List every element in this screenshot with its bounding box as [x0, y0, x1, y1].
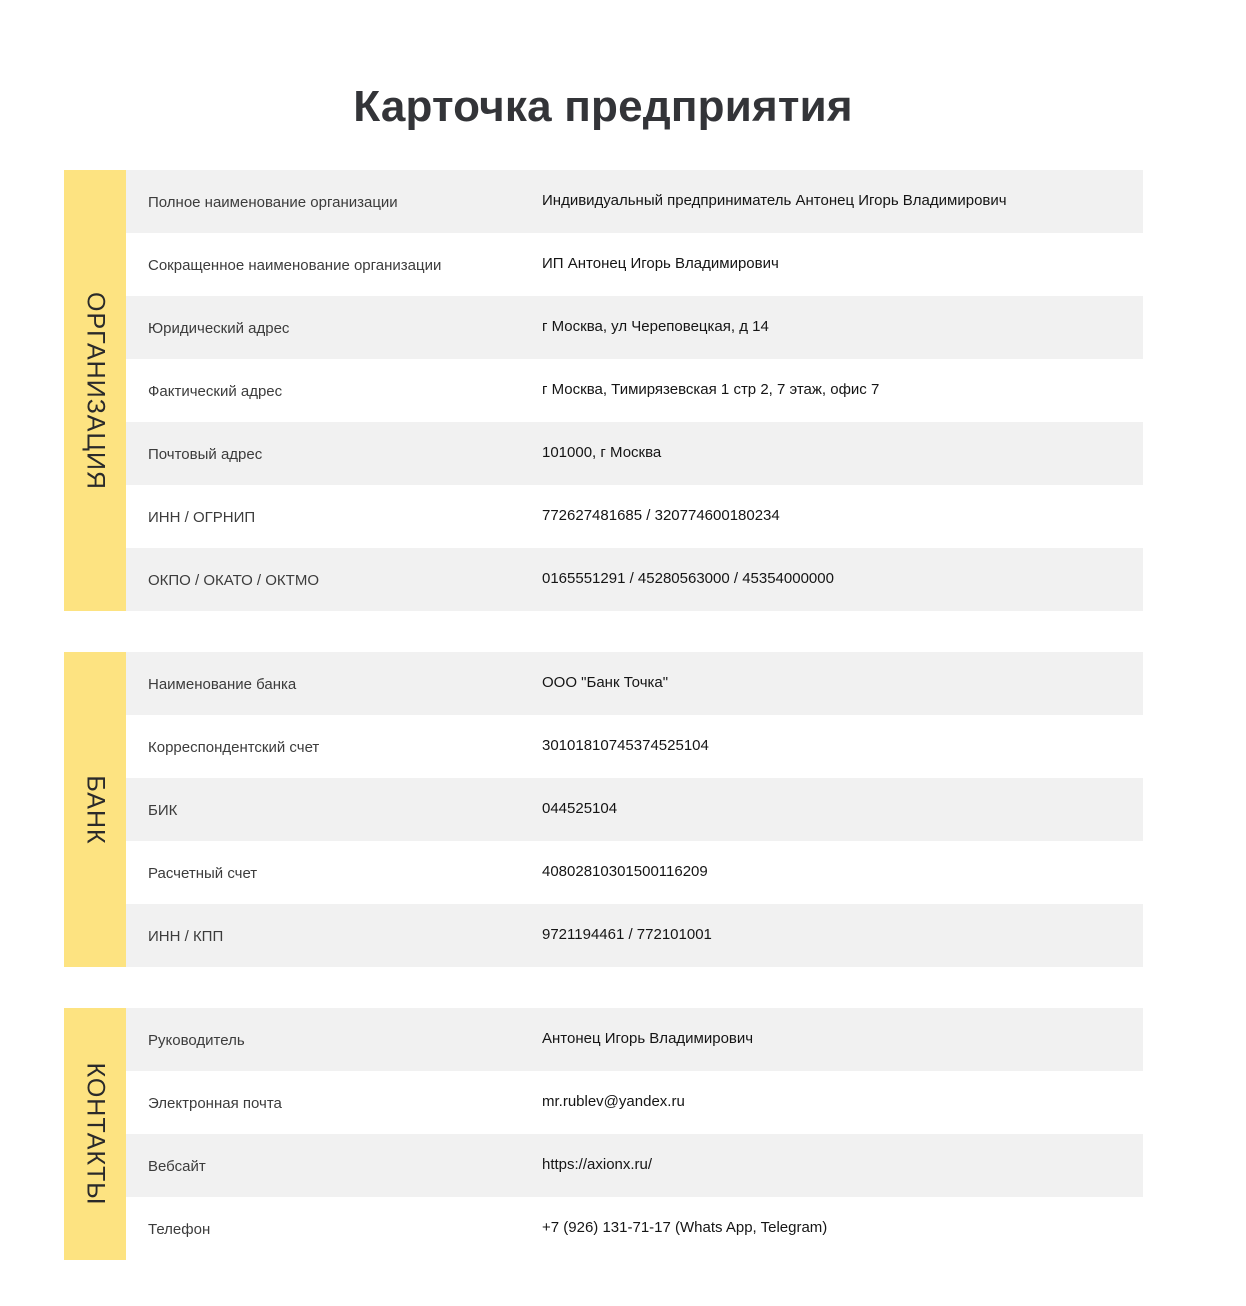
- table-row: [126, 652, 1143, 715]
- row-label: Наименование банка: [148, 676, 297, 693]
- table-row: [126, 841, 1143, 904]
- row-value: 044525104: [542, 800, 618, 817]
- section-band: [64, 652, 126, 967]
- table-row: [126, 778, 1143, 841]
- row-value: 101000, г Москва: [542, 444, 662, 461]
- section-contacts: [64, 1008, 1143, 1260]
- row-label: Фактический адрес: [148, 383, 283, 400]
- row-value: г Москва, ул Череповецкая, д 14: [542, 318, 769, 335]
- section-label: ОРГАНИЗАЦИЯ: [81, 291, 110, 490]
- table-row: [126, 1008, 1143, 1071]
- website-link[interactable]: https://axionx.ru/: [542, 1156, 653, 1173]
- table-row: [126, 548, 1143, 611]
- row-label: ИНН / КПП: [148, 928, 224, 945]
- section-rows: [126, 1008, 1143, 1260]
- table-row: [126, 904, 1143, 967]
- row-value: 0165551291 / 45280563000 / 45354000000: [542, 570, 834, 587]
- table-row: [126, 1134, 1143, 1197]
- row-label: Полное наименование организации: [148, 194, 398, 211]
- page-title: Карточка предприятия: [353, 82, 853, 131]
- table-row: [126, 422, 1143, 485]
- row-label: Расчетный счет: [148, 865, 258, 882]
- section-rows: [126, 652, 1143, 967]
- table-row: [126, 296, 1143, 359]
- table-row: [126, 1197, 1143, 1260]
- table-row: [126, 233, 1143, 296]
- row-label: Руководитель: [148, 1032, 245, 1049]
- row-value: ИП Антонец Игорь Владимирович: [542, 255, 779, 272]
- section-label: КОНТАКТЫ: [81, 1062, 110, 1206]
- row-label: Почтовый адрес: [148, 446, 263, 463]
- section-rows: [126, 170, 1143, 611]
- row-value: 772627481685 / 320774600180234: [542, 507, 780, 524]
- row-value: 30101810745374525104: [542, 737, 709, 754]
- section-label: БАНК: [81, 774, 110, 845]
- row-label: Электронная почта: [148, 1095, 282, 1112]
- email-value[interactable]: mr.rublev@yandex.ru: [542, 1093, 685, 1110]
- table-row: [126, 170, 1143, 233]
- section-band: [64, 170, 126, 611]
- section-bank: [64, 652, 1143, 967]
- row-label: Корреспондентский счет: [148, 739, 320, 756]
- table-row: [126, 359, 1143, 422]
- row-value: Антонец Игорь Владимирович: [542, 1030, 754, 1047]
- row-label: Сокращенное наименование организации: [148, 257, 442, 274]
- section-organization: [64, 170, 1143, 611]
- row-label: ИНН / ОГРНИП: [148, 509, 256, 526]
- row-value: Индивидуальный предприниматель Антонец Игорь Владимирович: [542, 192, 1007, 209]
- table-row: [126, 485, 1143, 548]
- row-value: 9721194461 / 772101001: [542, 926, 712, 943]
- row-label: Телефон: [148, 1221, 211, 1238]
- row-value: г Москва, Тимирязевская 1 стр 2, 7 этаж, офис 7: [542, 381, 880, 398]
- section-band: [64, 1008, 126, 1260]
- row-value: ООО "Банк Точка": [542, 674, 669, 691]
- row-label: Вебсайт: [148, 1158, 206, 1175]
- row-value: 40802810301500116209: [542, 863, 708, 880]
- phone-value: +7 (926) 131-71-17 (Whats App, Telegram): [542, 1219, 828, 1236]
- table-row: [126, 1071, 1143, 1134]
- row-label: БИК: [148, 802, 178, 819]
- table-row: [126, 715, 1143, 778]
- row-label: Юридический адрес: [148, 320, 290, 337]
- row-label: ОКПО / ОКАТО / ОКТМО: [148, 572, 319, 589]
